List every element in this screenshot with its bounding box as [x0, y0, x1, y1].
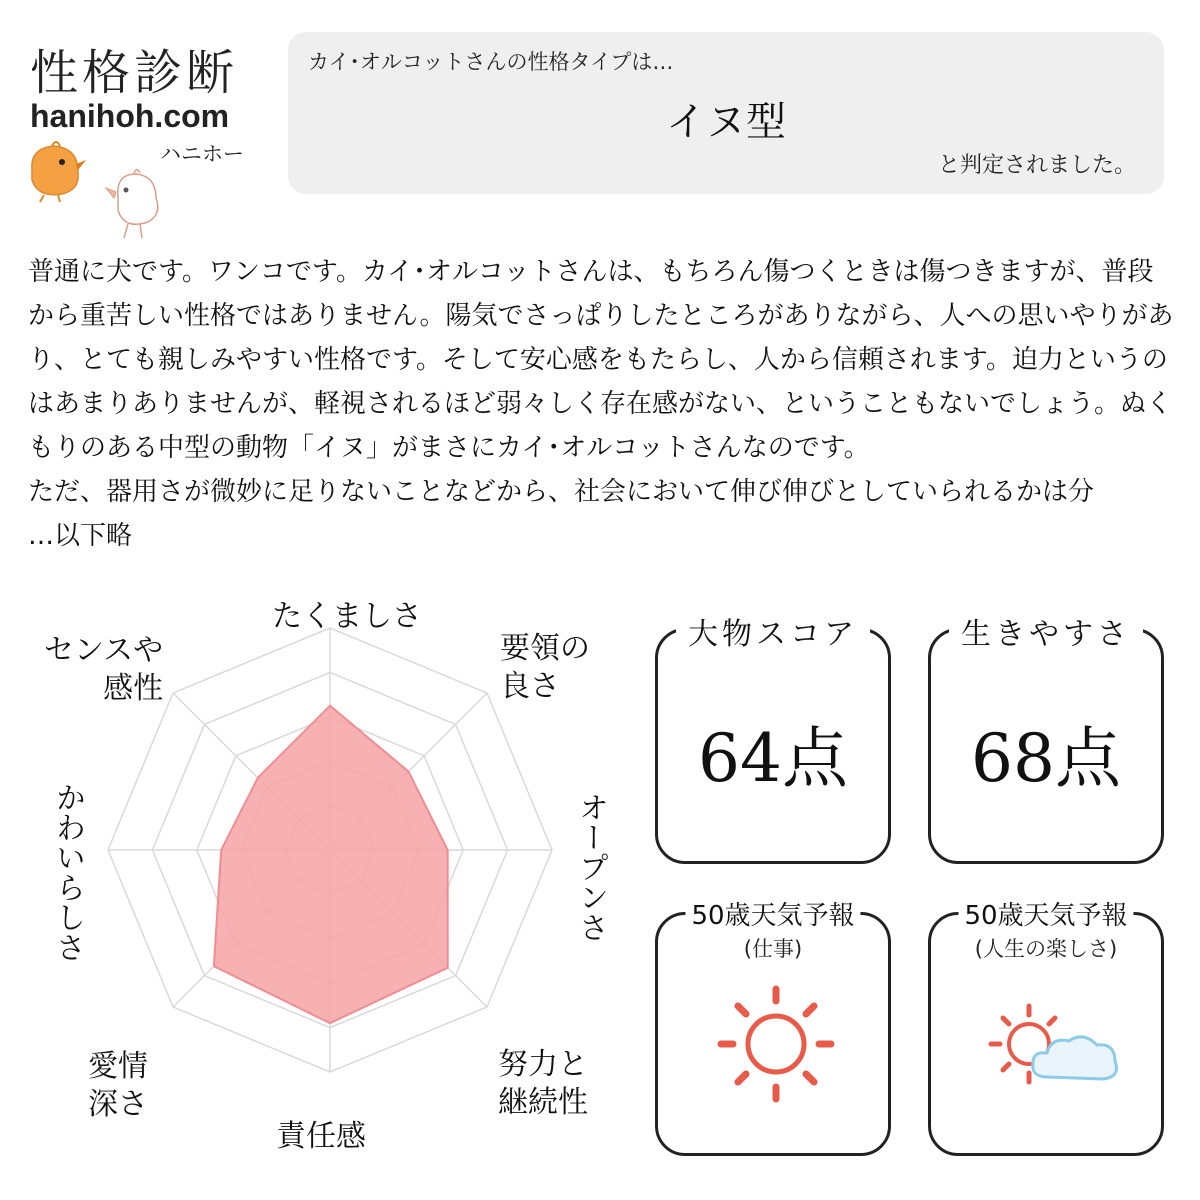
result-outro-text: と判定されました。 — [937, 153, 1136, 178]
radar-label-sense: センスや 感性 — [44, 633, 164, 706]
chick-mascots-icon — [22, 140, 182, 250]
site-kana-name: ハニホー — [160, 142, 244, 166]
radar-label-cuteness: かわいらしさ — [50, 782, 85, 962]
radar-label-toughness: たくましさ — [272, 599, 422, 634]
sun-icon — [676, 969, 876, 1119]
personality-description — [28, 250, 1178, 558]
description-paragraph: ただ、器用さが微妙に足りないことなどから、社会において伸び伸びとしていられるかは分 — [28, 477, 1095, 507]
radar-value-area — [214, 706, 448, 1023]
orange-chick-icon — [32, 142, 86, 202]
weather-forecast-work-card — [655, 901, 891, 1156]
score-value: 68点 — [971, 720, 1121, 797]
score-value: 64点 — [698, 720, 848, 797]
radar-label-shrewdness: 要領の 良さ — [500, 631, 590, 704]
sun-cloud-icon — [949, 969, 1149, 1119]
big-shot-score-card — [655, 617, 891, 864]
radar-label-responsibility: 責任感 — [276, 1119, 366, 1154]
ease-of-living-score-card — [928, 617, 1164, 864]
weather-card-subtitle: (仕事) — [743, 937, 803, 961]
white-chick-icon — [106, 170, 158, 238]
weather-card-title: 50歳天気予報 — [958, 895, 1133, 932]
result-panel — [288, 32, 1164, 194]
radar-label-perseverance: 努力と 継続性 — [498, 1047, 588, 1120]
description-paragraph: 普通に犬です。ワンコです。カイ･オルコットさんは、もちろん傷つくときは傷つきますが、普段から重苦しい性格ではありません。陽気でさっぱりしたところがありながら、人への思いやりがあり、とても親しみやすい性格です。そして安心感をもたらし、人から信頼されます。迫力というのはあまりありませんが、軽視されるほど弱々しく存在感がない、ということもないでしょう。ぬくもりのある中型の動物「イヌ」がまさにカイ･オルコットさんなのです。 — [28, 257, 1174, 463]
weather-card-subtitle: (人生の楽しさ) — [974, 937, 1118, 961]
site-title: 性格診断 — [30, 45, 239, 101]
truncated-notice: …以下略 — [28, 521, 133, 551]
card-title: 大物スコア — [676, 609, 870, 653]
radar-label-openness: オープンさ — [573, 792, 608, 942]
result-intro-text: カイ･オルコットさんの性格タイプは… — [308, 50, 674, 74]
radar-label-affection: 愛情 深さ — [88, 1049, 148, 1122]
result-type: イヌ型 — [666, 99, 786, 145]
weather-card-title: 50歳天気予報 — [685, 895, 860, 932]
site-domain[interactable]: hanihoh.com — [30, 98, 230, 134]
card-title: 生きやすさ — [949, 609, 1143, 653]
weather-forecast-life-card — [928, 901, 1164, 1156]
